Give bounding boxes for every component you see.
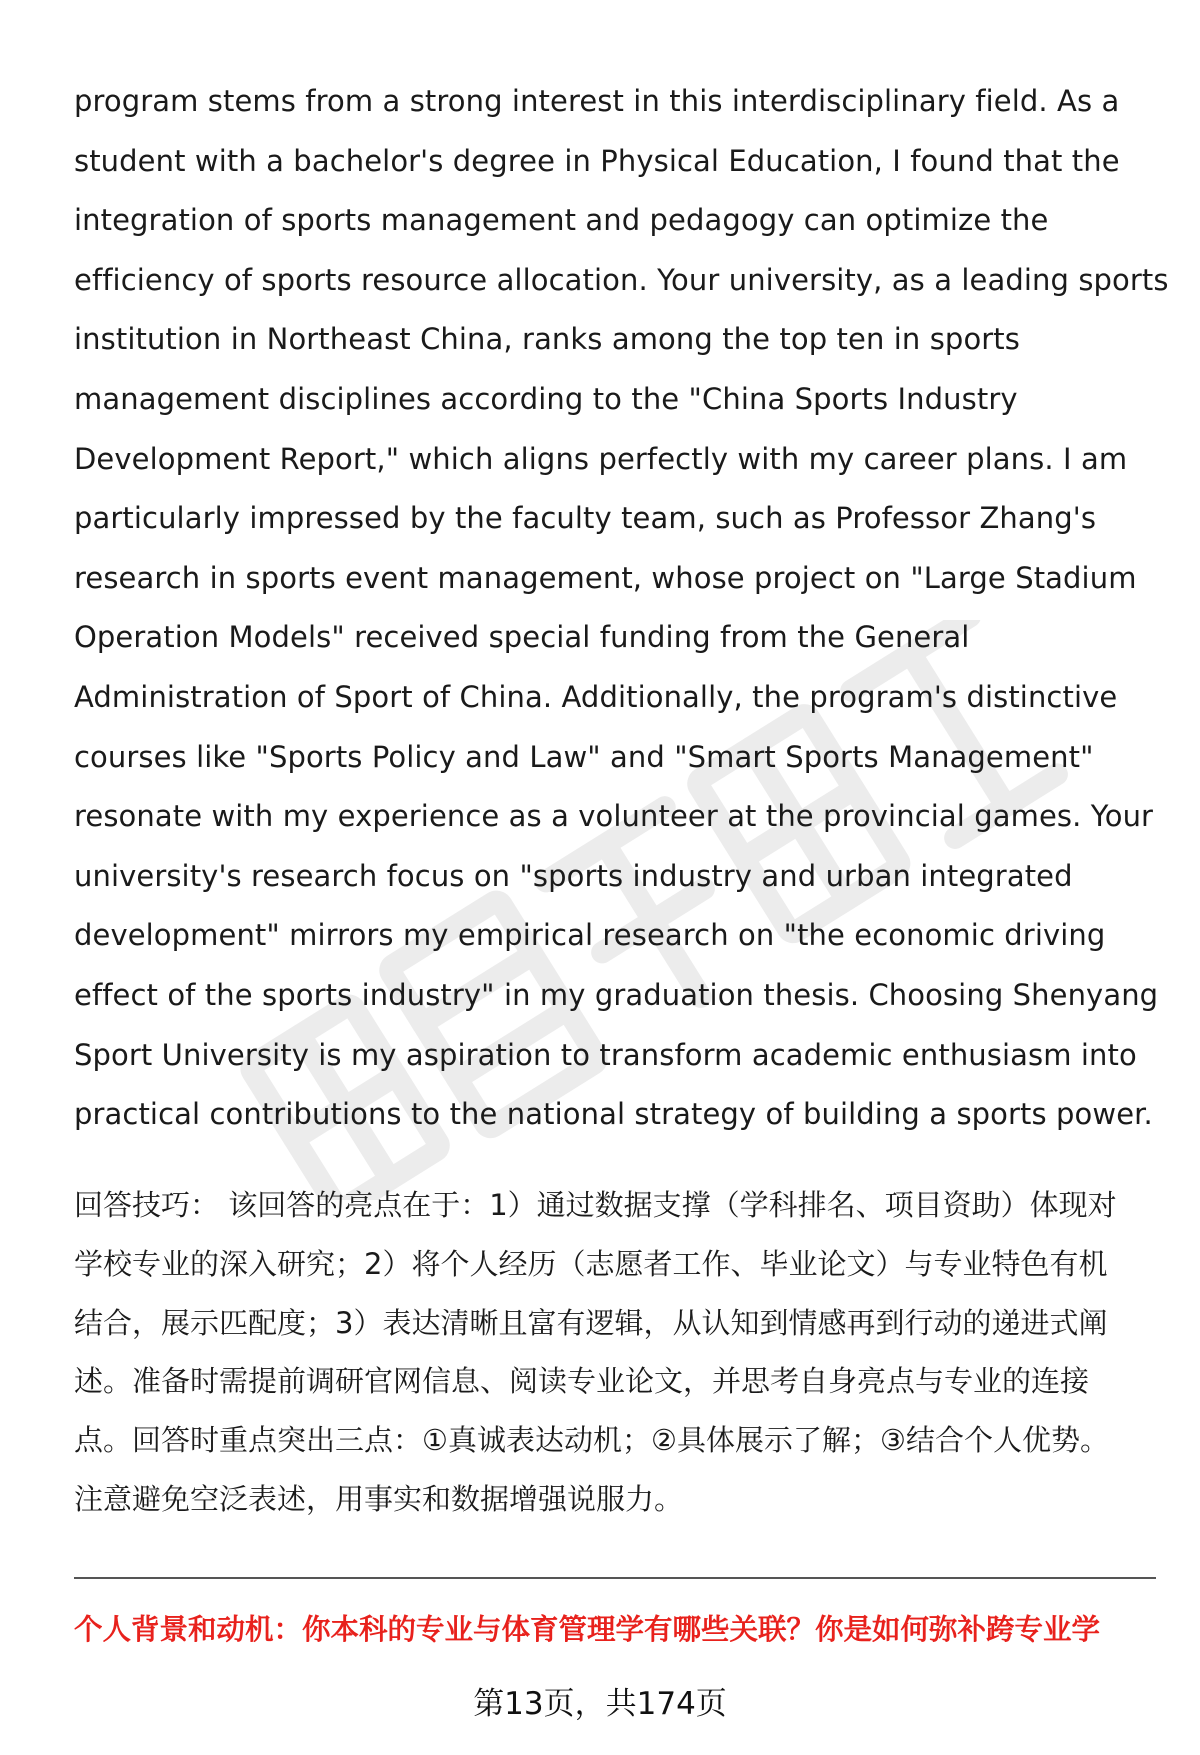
answer-line: research in sports event management, whose project on "Large Stadium	[74, 560, 1137, 595]
tips-line: 点。回答时重点突出三点：①真诚表达动机；②具体展示了解；③结合个人优势。	[74, 1423, 1109, 1458]
tips-line: 学校专业的深入研究；2）将个人经历（志愿者工作、毕业论文）与专业特色有机	[74, 1246, 1108, 1281]
answer-line: development" mirrors my empirical research on "the economic driving	[74, 918, 1106, 953]
answer-line: effect of the sports industry" in my graduation thesis. Choosing Shenyang	[74, 977, 1159, 1012]
tips-line: 结合，展示匹配度；3）表达清晰且富有逻辑，从认知到情感再到行动的递进式阐	[74, 1305, 1108, 1340]
answer-line: Development Report," which aligns perfectly with my career plans. I am	[74, 441, 1128, 476]
answer-line: student with a bachelor's degree in Physical Education, I found that the	[74, 143, 1120, 178]
answer-paragraph	[74, 72, 1169, 1145]
answer-line: university's research focus on "sports industry and urban integrated	[74, 858, 1073, 893]
next-question-heading: 个人背景和动机：你本科的专业与体育管理学有哪些关联？你是如何弥补跨专业学	[74, 1613, 1101, 1646]
answer-tips-paragraph	[74, 1176, 1154, 1529]
section-divider	[74, 1577, 1156, 1579]
answer-line: particularly impressed by the faculty team, such as Professor Zhang's	[74, 501, 1097, 536]
answer-line: efficiency of sports resource allocation. Your university, as a leading sports	[74, 262, 1169, 297]
answer-line: management disciplines according to the "China Sports Industry	[74, 381, 1018, 416]
tips-line: 注意避免空泛表述，用事实和数据增强说服力。	[74, 1481, 684, 1516]
answer-line: Administration of Sport of China. Additionally, the program's distinctive	[74, 679, 1118, 714]
answer-line: courses like "Sports Policy and Law" and "Smart Sports Management"	[74, 739, 1094, 774]
tips-line: 回答技巧： 该回答的亮点在于：1）通过数据支撑（学科排名、项目资助）体现对	[74, 1188, 1117, 1222]
tips-line: 述。准备时需提前调研官网信息、阅读专业论文，并思考自身亮点与专业的连接	[74, 1364, 1090, 1399]
answer-line: Operation Models" received special funding from the General	[74, 620, 970, 655]
answer-line: integration of sports management and pedagogy can optimize the	[74, 203, 1049, 238]
answer-line: resonate with my experience as a volunteer at the provincial games. Your	[74, 799, 1154, 834]
answer-line: institution in Northeast China, ranks among the top ten in sports	[74, 322, 1020, 357]
answer-line: program stems from a strong interest in this interdisciplinary field. As a	[74, 84, 1120, 118]
page-number: 第13页，共174页	[473, 1686, 727, 1722]
answer-line: Sport University is my aspiration to transform academic enthusiasm into	[74, 1037, 1137, 1072]
answer-line: practical contributions to the national strategy of building a sports power.	[74, 1097, 1153, 1132]
